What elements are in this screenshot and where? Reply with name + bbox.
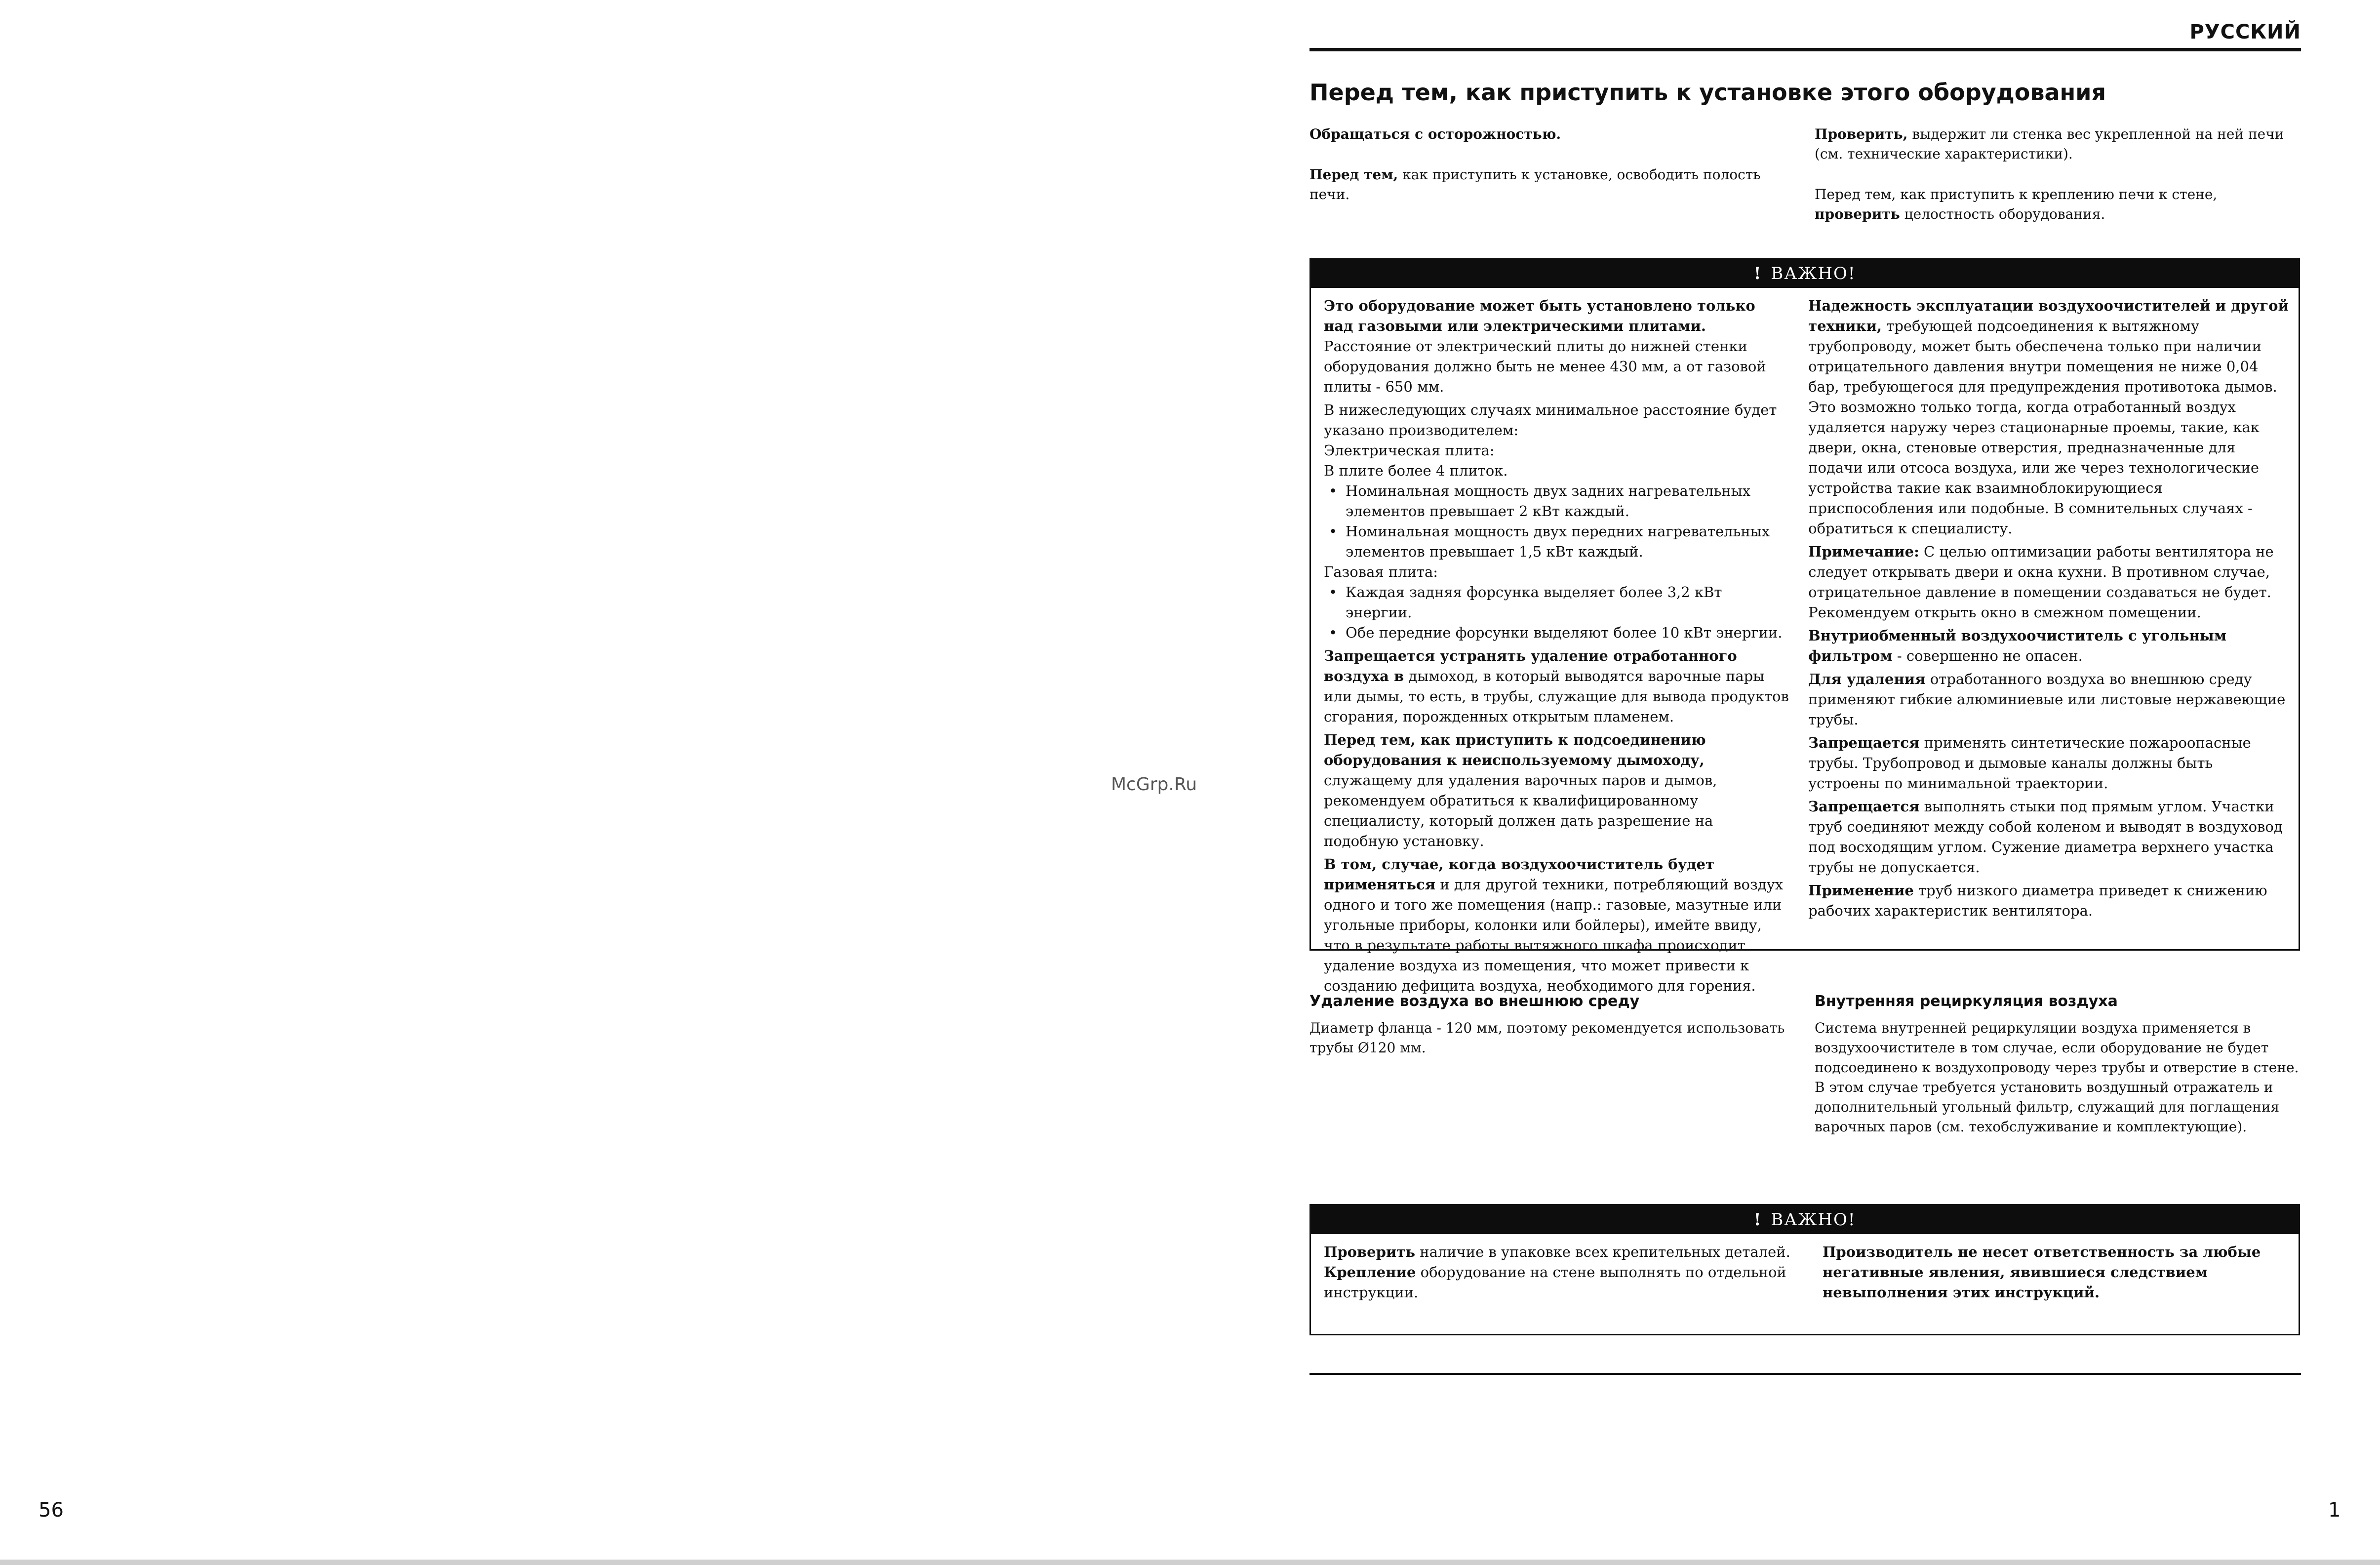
text: отработанного воздуха во внешнюю среду применяют гибкие алюминиевые или листовые нержавеющие трубы.: [1808, 671, 2286, 728]
warning-wall-mounting: [1324, 1262, 1798, 1303]
bold-text: Применение: [1808, 882, 1914, 899]
bold-text: Запрещается: [1808, 798, 1920, 815]
list-item: • Обе передние форсунки выделяют более 10 кВт энергии.: [1346, 623, 1789, 643]
bold-text: В том, случае, когда воздухоочиститель будет применяться: [1324, 856, 1714, 893]
list-item: • Номинальная мощность двух передних нагревательных элементов превышает 1,5 кВт каждый.: [1346, 522, 1789, 562]
exclamation-icon: !: [1753, 264, 1762, 283]
warning-install-distance: [1324, 296, 1789, 397]
intro-empty-cavity: [1309, 165, 1788, 204]
text: труб низкого диаметра приведет к снижению рабочих характеристик вентилятора.: [1808, 882, 2267, 919]
bottom-rule: [1309, 1373, 2301, 1375]
warning-manufacturer-cases: [1324, 400, 1789, 441]
exclamation-icon: !: [1753, 1210, 1762, 1230]
list-item: • Каждая задняя форсунка выделяет более 3,2 кВт энергии.: [1346, 582, 1789, 623]
warning-small-diameter: [1808, 881, 2289, 921]
intro-check-wall: [1815, 124, 2301, 164]
warning-synthetic-pipes: [1808, 733, 2289, 794]
warning-chimney-forbidden: [1324, 646, 1789, 727]
text: выполнять стыки под прямым углом. Участки труб соединяют между собой коленом и выводят в воздуховод под восходящим углом. Сужение диаметра верхнего участка трубы не допускается.: [1808, 798, 2283, 876]
warning-right-angles: [1808, 797, 2289, 878]
external-exhaust-section: [1309, 992, 1788, 1058]
bold-text: Крепление: [1324, 1264, 1416, 1281]
section-text: Диаметр фланца - 120 мм, поэтому рекомендуется использовать трубы Ø120 мм.: [1309, 1020, 1785, 1056]
text: требующей подсоединения к вытяжному трубопроводу, может быть обеспечена только при наличии отрицательного давления внутри помещения не ниже 0,04 бар, требующегося для предупреждения противотока дымов. Это возможно только тогда, когда отработанный воздух удаляется наружу через стационарные проемы, такие, как двери, окна, стеновые отверстия, предназначенные для подачи или отсоса воздуха, или же через технологические устройства такие как взаимноблокирующиеся приспособления или подобные. В сомнительных случаях - обратиться к специалисту.: [1808, 318, 2277, 537]
bold-text: Внутриобменный воздухоочиститель с угольным фильтром: [1808, 627, 2227, 664]
warning-other-appliances: [1324, 854, 1789, 996]
intro-left-column: [1309, 124, 1788, 225]
gas-label: Газовая плита:: [1324, 563, 1438, 580]
important-warning-box: [1309, 258, 2300, 994]
intro-check-integrity-text: целостность оборудования.: [1900, 206, 2105, 222]
section-text: Система внутренней рециркуляции воздуха применяется в воздухоочистителе в том случае, если оборудование не будет подсоединено к воздухопроводу через трубы и отверстие в стене. В этом случае требуется установить воздушный отражатель и дополнительный угольный фильтр, служащий для поглащения варочных паров (см. техобслуживание и комплектующие).: [1815, 1020, 2299, 1135]
bold-text: Примечание:: [1808, 543, 1919, 560]
warning-note: [1808, 542, 2289, 623]
warning-reliability: [1808, 296, 2289, 539]
warning-check-parts: [1324, 1242, 1798, 1262]
warning-right-column: [1808, 296, 2289, 999]
section-title: Внутренняя рециркуляция воздуха: [1815, 993, 2118, 1010]
page-bottom-edge: [0, 1560, 2380, 1565]
bold-text: Надежность эксплуатации воздухоочистителей и другой техники,: [1808, 297, 2289, 334]
intro-empty-cavity-bold: Перед тем,: [1309, 166, 1398, 183]
list-item: • Номинальная мощность двух задних нагревательных элементов превышает 2 кВт каждый.: [1346, 481, 1789, 522]
intro-careful: [1309, 124, 1788, 144]
bold-text: Перед тем, как приступить к подсоединению оборудования к неиспользуемому дымоходу,: [1324, 731, 1706, 768]
text: и для другой техники, потребляющий воздух одного и того же помещения (напр.: газовые, мазутные или угольные приборы, колонки или бойлеры), имейте ввиду, что в результате работы вытяжного шкафа происходит удаление воздуха из помещения, что может привести к созданию дефицита воздуха, необходимого для горения.: [1324, 876, 1784, 994]
warning2-right-column: [1823, 1242, 2282, 1303]
warning-liability: [1823, 1242, 2282, 1303]
page-number-right: 1: [2328, 1499, 2341, 1522]
warning-carbon-filter: [1808, 626, 2289, 666]
watermark: McGrp.Ru: [1111, 774, 1197, 795]
text: Расстояние от электрический плиты до нижней стенки оборудования должно быть не менее 430 мм, а от газовой плиты - 650 мм.: [1324, 338, 1766, 395]
text: дымоход, в который выводятся варочные пары или дымы, то есть, в трубы, служащие для вывода продуктов сгорания, порожденных открытым пламенем.: [1324, 668, 1789, 725]
intro-right-column: [1815, 124, 2301, 245]
internal-recirculation-section: [1815, 992, 2301, 1137]
warning2-left-column: [1324, 1242, 1798, 1303]
electric-sub: В плите более 4 плиток.: [1324, 462, 1508, 479]
warning-header: [1311, 259, 2299, 288]
text: применять синтетические пожароопасные трубы. Трубопровод и дымовые каналы должны быть устроены по минимальной траектории.: [1808, 734, 2251, 792]
bold-text: Запрещается: [1808, 734, 1920, 751]
intro-check-wall-text: выдержит ли стенка вес укрепленной на ней печи (см. технические характеристики).: [1815, 126, 2284, 162]
page-number-left: 56: [39, 1499, 64, 1522]
bold-text: Запрещается устранять удаление отработанного воздуха в: [1324, 647, 1737, 684]
intro-careful-bold: Обращаться с осторожностью.: [1309, 126, 1561, 142]
text: оборудование на стене выполнять по отдельной инструкции.: [1324, 1264, 1786, 1301]
section-title: Удаление воздуха во внешнюю среду: [1309, 993, 1640, 1010]
gas-list: [1324, 582, 1789, 643]
intro-check-wall-bold: Проверить,: [1815, 126, 1908, 142]
intro-empty-cavity-text: как приступить к установке, освободить полость печи.: [1309, 166, 1761, 202]
page-title: Перед тем, как приступить к установке этого оборудования: [1309, 79, 2106, 106]
warning-left-column: [1324, 296, 1789, 999]
intro-check-integrity-pre: Перед тем, как приступить к креплению печи к стене,: [1815, 186, 2218, 202]
bold-text: Проверить: [1324, 1244, 1416, 1260]
warning-heading: ВАЖНО!: [1771, 264, 1856, 283]
important-warning-box-2: [1309, 1204, 2300, 1335]
intro-check-integrity: [1815, 185, 2301, 224]
bold-text: Для удаления: [1808, 671, 1926, 687]
electric-list: [1324, 481, 1789, 562]
electric-label: Электрическая плита:: [1324, 442, 1495, 459]
warning-heading: ВАЖНО!: [1771, 1210, 1856, 1230]
text: В нижеследующих случаях минимальное расстояние будет указано производителем:: [1324, 401, 1777, 439]
text: наличие в упаковке всех крепительных деталей.: [1415, 1244, 1790, 1260]
warning-unused-chimney: [1324, 730, 1789, 851]
warning-exhaust-pipes: [1808, 669, 2289, 730]
warning-header: [1311, 1205, 2299, 1234]
bold-text: Производитель не несет ответственность за любые негативные явления, явившиеся следствием невыполнения этих инструкций.: [1823, 1244, 2261, 1301]
text: С целью оптимизации работы вентилятора не следует открывать двери и окна кухни. В противном случае, отрицательное давление в помещении создаваться не будет. Рекомендуем открыть окно в смежном помещении.: [1808, 543, 2274, 621]
intro-check-integrity-bold: проверить: [1815, 206, 1900, 222]
text: служащему для удаления варочных паров и дымов, рекомендуем обратиться к квалифицированному специалисту, который должен дать разрешение на подобную установку.: [1324, 772, 1717, 849]
language-label: РУССКИЙ: [2189, 21, 2301, 43]
text: - совершенно не опасен.: [1892, 647, 2083, 664]
top-rule: [1309, 48, 2301, 51]
bold-text: Это оборудование может быть установлено только над газовыми или электрическими плитами.: [1324, 297, 1755, 334]
